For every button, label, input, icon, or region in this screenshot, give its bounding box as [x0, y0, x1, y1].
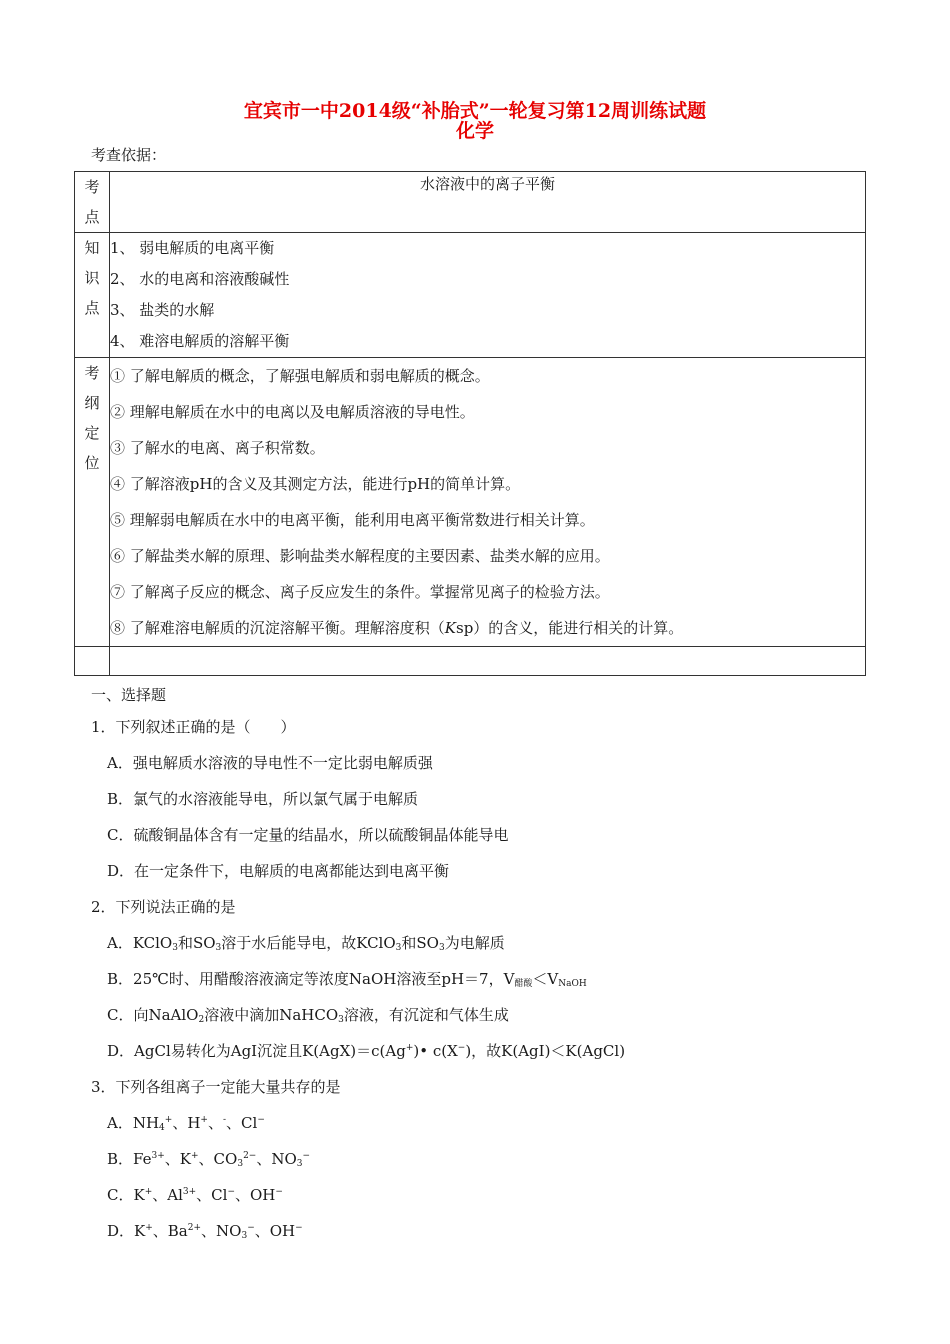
- syllabus-item: ① 了解电解质的概念，了解强电解质和弱电解质的概念。: [110, 367, 490, 385]
- question-2-option-d: D．AgCl易转化为AgI沉淀且K(AgX)＝c(Ag+)• c(X−)，故K(AgI)＜K(AgCl): [107, 1042, 626, 1060]
- question-1-option-d: D．在一定条件下，电解质的电离都能达到电离平衡: [107, 862, 450, 880]
- knowledge-item: 4、 难溶电解质的溶解平衡: [110, 332, 290, 350]
- table-row-syllabus: [75, 358, 866, 647]
- question-1-option-b: B．氯气的水溶液能导电，所以氯气属于电解质: [107, 790, 419, 808]
- syllabus-item: ⑧ 了解难溶电解质的沉淀溶解平衡。理解溶度积（Ksp）的含义，能进行相关的计算。: [110, 619, 684, 637]
- question-3-stem: 3．下列各组离子一定能大量共存的是: [91, 1078, 341, 1096]
- table-row-topic: [75, 172, 866, 233]
- question-3-option-c: C．K+、$Al^{3+}$、Cl−、OH−: [107, 1186, 283, 1204]
- knowledge-item: 1、 弱电解质的电离平衡: [110, 239, 275, 257]
- knowledge-item: 2、 水的电离和溶液酸碱性: [110, 270, 290, 288]
- syllabus-item: ③ 了解水的电离、离子积常数。: [110, 439, 325, 457]
- row-label-syllabus: 考 纲 定 位: [75, 358, 110, 647]
- topic-cell: 水溶液中的离子平衡: [110, 172, 866, 233]
- row-label-knowledge: 知 识 点: [75, 233, 110, 358]
- knowledge-item: 3、 盐类的水解: [110, 301, 215, 319]
- table-row-knowledge: [75, 233, 866, 358]
- empty-cell: [110, 647, 866, 676]
- question-2-option-c: C．向NaAlO$_2$溶液中滴加NaHCO$_3$溶液，有沉淀和气体生成: [107, 1006, 509, 1025]
- question-2-option-b: B．25℃时、用醋酸溶液滴定等浓度NaOH溶液至pH＝7，$V_{醋酸}<V_{NaOH}$: [107, 970, 587, 989]
- syllabus-item: ⑤ 理解弱电解质在水中的电离平衡，能利用电离平衡常数进行相关计算。: [110, 511, 595, 529]
- empty-cell: [75, 647, 110, 676]
- question-1-stem: 1．下列叙述正确的是（ ）: [91, 718, 296, 736]
- syllabus-item: ④ 了解溶液pH的含义及其测定方法，能进行pH的简单计算。: [110, 475, 521, 493]
- question-1-option-c: C．硫酸铜晶体含有一定量的结晶水，所以硫酸铜晶体能导电: [107, 826, 509, 844]
- table-row-empty: [75, 647, 866, 676]
- syllabus-cell: [110, 358, 866, 647]
- question-1-option-a: A．强电解质水溶液的导电性不一定比弱电解质强: [107, 754, 433, 772]
- document-subject: 化学: [455, 120, 494, 142]
- question-3-option-d: D．K+、$Ba^{2+}$、$NO_3^-$、OH−: [107, 1222, 303, 1241]
- syllabus-item: ⑦ 了解离子反应的概念、离子反应发生的条件。掌握常见离子的检验方法。: [110, 583, 610, 601]
- section-heading: 一、选择题: [91, 686, 167, 704]
- syllabus-item: ⑥ 了解盐类水解的原理、影响盐类水解程度的主要因素、盐类水解的应用。: [110, 547, 610, 565]
- knowledge-cell: [110, 233, 866, 358]
- question-3-option-a: A．$NH_4^+$、H+、-、Cl−: [107, 1114, 265, 1133]
- exam-basis-table: [74, 171, 866, 676]
- question-3-option-b: B．$Fe^{3+}$、K+、$CO_3^{2-}$、$NO_3^-$: [107, 1150, 311, 1169]
- syllabus-item: ② 理解电解质在水中的电离以及电解质溶液的导电性。: [110, 403, 475, 421]
- question-2-option-a: A．KClO$_3$和$SO_3$溶于水后能导电，故KClO$_3$和$SO_3$为电解质: [107, 934, 505, 953]
- document-title: 宜宾市一中2014级“补胎式”一轮复习第12周训练试题: [243, 100, 707, 122]
- basis-label: 考查依据：: [91, 146, 167, 164]
- question-2-stem: 2．下列说法正确的是: [91, 898, 236, 916]
- row-label-topic: 考 点: [75, 172, 110, 233]
